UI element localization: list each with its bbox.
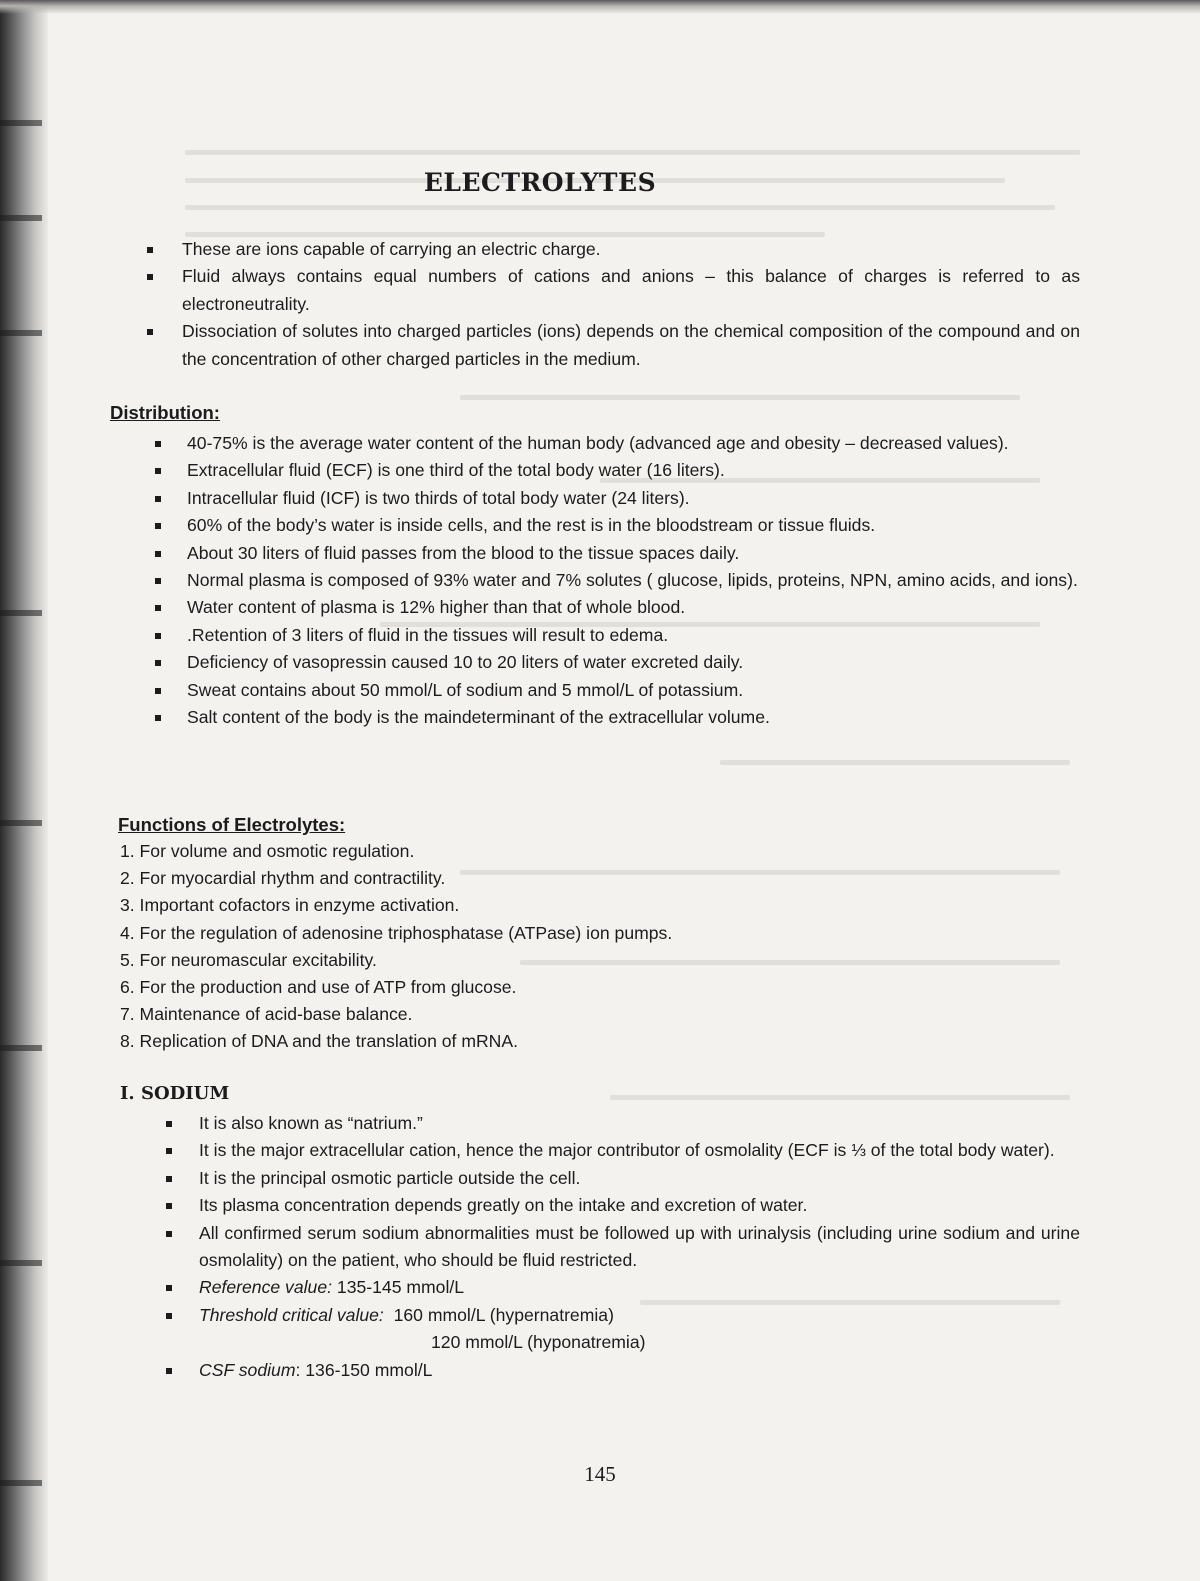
list-item: Salt content of the body is the maindeterminant of the extracellular volume. <box>187 704 1080 731</box>
scan-top-edge <box>0 0 1200 14</box>
book-binding-shadow <box>0 0 48 1581</box>
list-item: Sweat contains about 50 mmol/L of sodium and 5 mmol/L of potassium. <box>187 677 1080 704</box>
list-item: Dissociation of solutes into charged particles (ions) depends on the chemical composition of the compound and on the concentration of other charged particles in the medium. <box>182 318 1080 373</box>
page-number: 145 <box>584 1462 616 1486</box>
list-item: Its plasma concentration depends greatly on the intake and excretion of water. <box>199 1192 1080 1219</box>
critical-value-item: Threshold critical value: 160 mmol/L (hypernatremia) <box>199 1302 1080 1329</box>
list-item: About 30 liters of fluid passes from the blood to the tissue spaces daily. <box>187 540 1080 567</box>
list-item: 8. Replication of DNA and the translation of mRNA. <box>120 1031 519 1052</box>
list-item: 4. For the regulation of adenosine triphosphatase (ATPase) ion pumps. <box>120 922 673 943</box>
list-item: Deficiency of vasopressin caused 10 to 20 liters of water excreted daily. <box>187 649 1080 676</box>
list-item: It is the major extracellular cation, hence the major contributor of osmolality (ECF is ⅓ of the total body water). <box>199 1137 1080 1164</box>
list-item: Fluid always contains equal numbers of cations and anions – this balance of charges is referred to as electroneutrality. <box>182 263 1080 318</box>
list-item: Water content of plasma is 12% higher than that of whole blood. <box>187 594 1080 621</box>
list-item: It is also known as “natrium.” <box>199 1110 1080 1137</box>
list-item: All confirmed serum sodium abnormalities must be followed up with urinalysis (including urine sodium and urine osmolality) on the patient, who should be fluid restricted. <box>199 1220 1080 1275</box>
list-item: Intracellular fluid (ICF) is two thirds of total body water (24 liters). <box>187 485 1080 512</box>
list-item: Normal plasma is composed of 93% water and 7% solutes ( glucose, lipids, proteins, NPN, amino acids, and ions). <box>187 567 1080 594</box>
list-item: 60% of the body’s water is inside cells, and the rest is in the bloodstream or tissue fluids. <box>187 512 1080 539</box>
list-item: 3. Important cofactors in enzyme activation. <box>120 895 460 916</box>
list-item: 6. For the production and use of ATP from glucose. <box>120 977 517 998</box>
page-title: ELECTROLYTES <box>423 168 657 197</box>
csf-sodium-item: CSF sodium: 136-150 mmol/L <box>199 1357 1080 1384</box>
functions-heading: Functions of Electrolytes: <box>118 814 346 835</box>
reference-value-item: Reference value: 135-145 mmol/L <box>199 1274 1080 1301</box>
distribution-heading: Distribution: <box>110 402 220 423</box>
distribution-list <box>187 430 1080 731</box>
list-item: .Retention of 3 liters of fluid in the tissues will result to edema. <box>187 622 1080 649</box>
list-item: It is the principal osmotic particle outside the cell. <box>199 1165 1080 1192</box>
list-item: 2. For myocardial rhythm and contractility. <box>120 868 446 889</box>
list-item: 40-75% is the average water content of the human body (advanced age and obesity – decreased values). <box>187 430 1080 457</box>
list-item: Extracellular fluid (ECF) is one third of the total body water (16 liters). <box>187 457 1080 484</box>
functions-list <box>120 838 1020 1056</box>
list-item: 5. For neuromascular excitability. <box>120 949 377 970</box>
list-item: 1. For volume and osmotic regulation. <box>120 841 415 861</box>
sodium-list <box>199 1110 1080 1384</box>
list-item: 7. Maintenance of acid-base balance. <box>120 1004 413 1025</box>
intro-list <box>182 236 1080 373</box>
critical-value-low: 120 mmol/L (hyponatremia) <box>431 1332 646 1353</box>
list-item: These are ions capable of carrying an electric charge. <box>182 236 1080 263</box>
sodium-heading: I. SODIUM <box>120 1083 230 1104</box>
